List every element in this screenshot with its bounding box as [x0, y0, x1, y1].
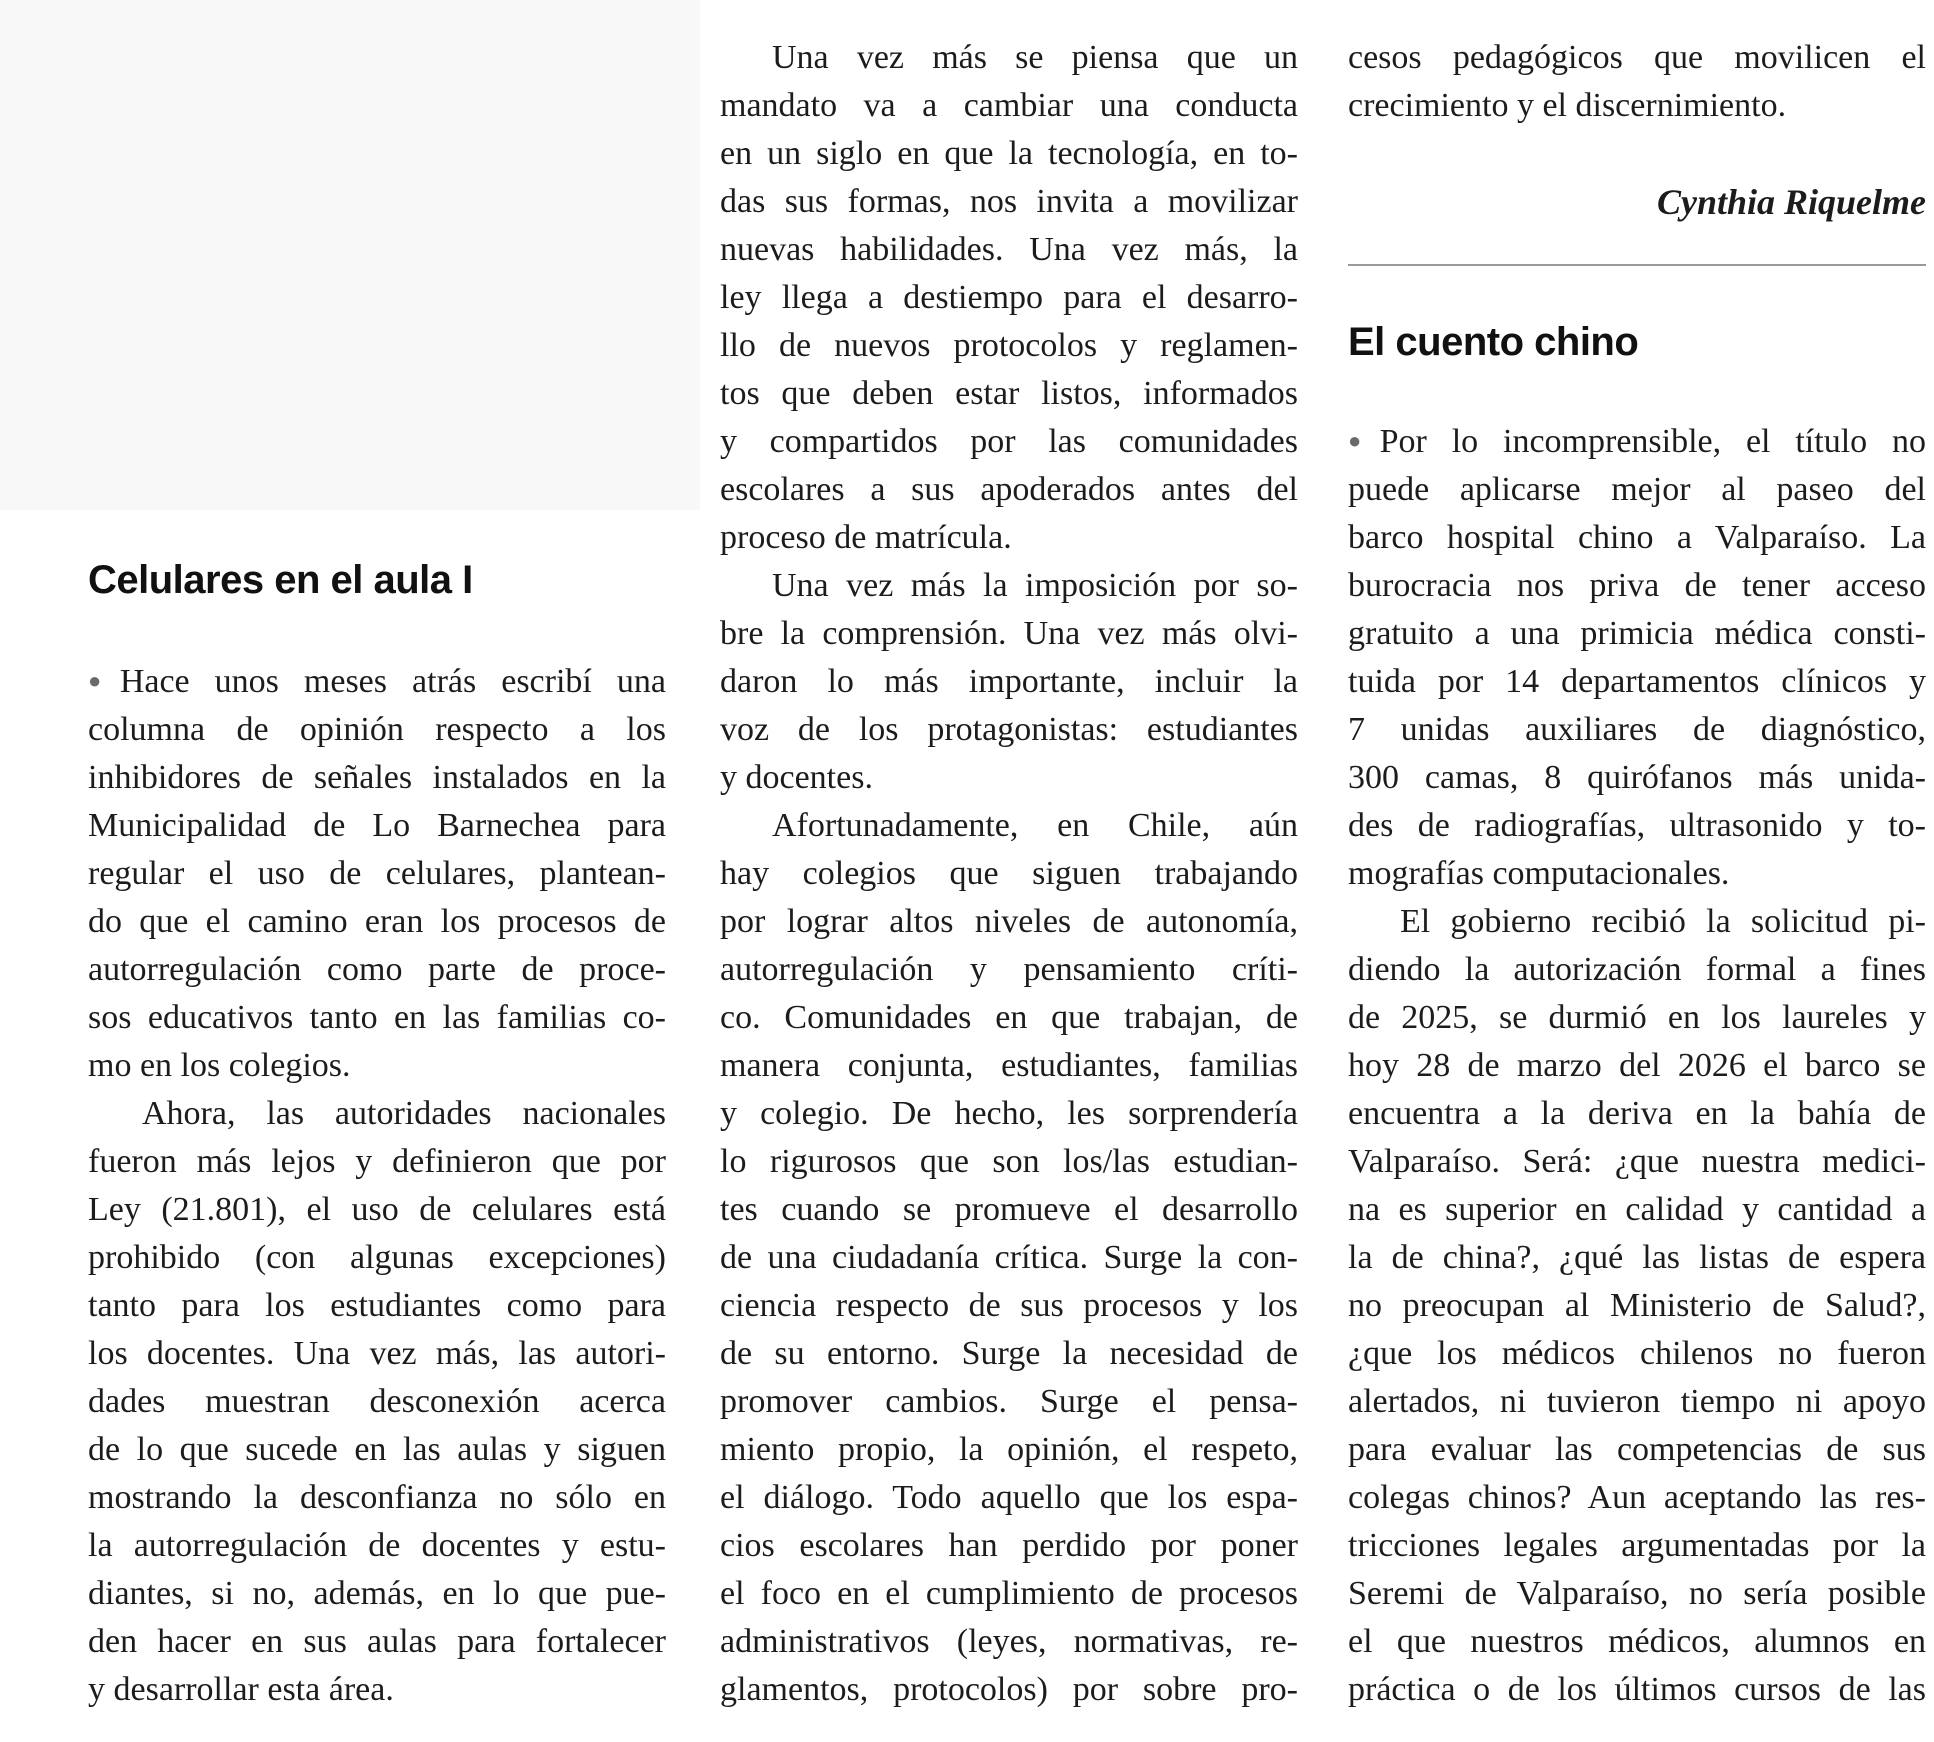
text-line: y compartidos por las comunidades: [720, 423, 1298, 460]
text-line: nuevas habilidades. Una vez más, la: [720, 231, 1298, 268]
text-line: 7 unidas auxiliares de diagnóstico,: [1348, 711, 1926, 748]
text-line: das sus formas, nos invita a movilizar: [720, 183, 1298, 220]
text-line: y colegio. De hecho, les sorprendería: [720, 1095, 1298, 1132]
text-line: tes cuando se promueve el desarrollo: [720, 1191, 1298, 1228]
text-line: den hacer en sus aulas para fortalecer: [88, 1623, 666, 1660]
text-line: co. Comunidades en que trabajan, de: [720, 999, 1298, 1036]
text-line: lo rigurosos que son los/las estudian-: [720, 1143, 1298, 1180]
letter-title: El cuento chino: [1348, 320, 1639, 364]
text-line: mostrando la desconfianza no sólo en: [88, 1479, 666, 1516]
text-line: regular el uso de celulares, plantean-: [88, 855, 666, 892]
text-line: el que nuestros médicos, alumnos en: [1348, 1623, 1926, 1660]
text-line: cesos pedagógicos que movilicen el: [1348, 39, 1926, 76]
text-line: los docentes. Una vez más, las autori-: [88, 1335, 666, 1372]
text-line: na es superior en calidad y cantidad a: [1348, 1191, 1926, 1228]
text-line: cios escolares han perdido por poner: [720, 1527, 1298, 1564]
text-line: hoy 28 de marzo del 2026 el barco se: [1348, 1047, 1926, 1084]
text-line: ● Hace unos meses atrás escribí una: [88, 658, 666, 706]
text-line: diendo la autorización formal a fines: [1348, 951, 1926, 988]
text-line: mandato va a cambiar una conducta: [720, 87, 1298, 124]
text-line: tanto para los estudiantes como para: [88, 1287, 666, 1324]
text-line: des de radiografías, ultrasonido y to-: [1348, 807, 1926, 844]
text-line: puede aplicarse mejor al paseo del: [1348, 471, 1926, 508]
text-line: escolares a sus apoderados antes del: [720, 471, 1298, 508]
text-line: la de china?, ¿qué las listas de espera: [1348, 1239, 1926, 1276]
text-line: hay colegios que siguen trabajando: [720, 855, 1298, 892]
text-line: columna de opinión respecto a los: [88, 711, 666, 748]
text-line: Valparaíso. Será: ¿que nuestra medici-: [1348, 1143, 1926, 1180]
text-line: el diálogo. Todo aquello que los espa-: [720, 1479, 1298, 1516]
text-line: tricciones legales argumentadas por la: [1348, 1527, 1926, 1564]
text-line: proceso de matrícula.: [720, 519, 1012, 556]
text-line: mo en los colegios.: [88, 1047, 351, 1084]
text-line: Ley (21.801), el uso de celulares está: [88, 1191, 666, 1228]
text-line: ciencia respecto de sus procesos y los: [720, 1287, 1298, 1324]
text-line: de una ciudadanía crítica. Surge la con-: [720, 1239, 1298, 1276]
text-line: la autorregulación de docentes y estu-: [88, 1527, 666, 1564]
text-line: en un siglo en que la tecnología, en to-: [720, 135, 1298, 172]
blank-photo-area: [0, 0, 700, 510]
text-line: autorregulación y pensamiento críti-: [720, 951, 1298, 988]
text-line: por lograr altos niveles de autonomía,: [720, 903, 1298, 940]
text-line: mografías computacionales.: [1348, 855, 1730, 892]
text-line: de 2025, se durmió en los laureles y: [1348, 999, 1926, 1036]
text-line: voz de los protagonistas: estudiantes: [720, 711, 1298, 748]
text-line: inhibidores de señales instalados en la: [88, 759, 666, 796]
text-line: barco hospital chino a Valparaíso. La: [1348, 519, 1926, 556]
signature: Cynthia Riquelme: [1656, 182, 1926, 222]
text-line: de lo que sucede en las aulas y siguen: [88, 1431, 666, 1468]
text-line: llo de nuevos protocolos y reglamen-: [720, 327, 1298, 364]
text-line: y desarrollar esta área.: [88, 1671, 394, 1708]
text-line: tuida por 14 departamentos clínicos y: [1348, 663, 1926, 700]
text-line: gratuito a una primicia médica consti-: [1348, 615, 1926, 652]
text-line: El gobierno recibió la solicitud pi-: [1400, 903, 1926, 940]
letter-title: Celulares en el aula I: [88, 558, 473, 602]
text-line: prohibido (con algunas excepciones): [88, 1239, 666, 1276]
text-line: de su entorno. Surge la necesidad de: [720, 1335, 1298, 1372]
text-line: para evaluar las competencias de sus: [1348, 1431, 1926, 1468]
text-line: diantes, si no, además, en lo que pue-: [88, 1575, 666, 1612]
text-line: Una vez más se piensa que un: [772, 39, 1298, 76]
text-line: el foco en el cumplimiento de procesos: [720, 1575, 1298, 1612]
text-line: Una vez más la imposición por so-: [772, 567, 1298, 604]
text-line: ley llega a destiempo para el desarro-: [720, 279, 1298, 316]
text-line: burocracia nos priva de tener acceso: [1348, 567, 1926, 604]
text-line: Seremi de Valparaíso, no sería posible: [1348, 1575, 1926, 1612]
text-line: manera conjunta, estudiantes, familias: [720, 1047, 1298, 1084]
text-line: Afortunadamente, en Chile, aún: [772, 807, 1298, 844]
text-line: promover cambios. Surge el pensa-: [720, 1383, 1298, 1420]
text-line: autorregulación como parte de proce-: [88, 951, 666, 988]
section-divider: [1348, 264, 1926, 266]
text-line: fueron más lejos y definieron que por: [88, 1143, 666, 1180]
text-line: Ahora, las autoridades nacionales: [142, 1095, 666, 1132]
text-line: encuentra a la deriva en la bahía de: [1348, 1095, 1926, 1132]
text-line: colegas chinos? Aun aceptando las res-: [1348, 1479, 1926, 1516]
text-line: do que el camino eran los procesos de: [88, 903, 666, 940]
text-line: glamentos, protocolos) por sobre pro-: [720, 1671, 1298, 1708]
text-line: ¿que los médicos chilenos no fueron: [1348, 1335, 1926, 1372]
text-line: dades muestran desconexión acerca: [88, 1383, 666, 1420]
text-line: y docentes.: [720, 759, 873, 796]
text-line: práctica o de los últimos cursos de las: [1348, 1671, 1926, 1708]
text-line: ● Por lo incomprensible, el título no: [1348, 418, 1926, 466]
text-line: bre la comprensión. Una vez más olvi-: [720, 615, 1298, 652]
text-line: tos que deben estar listos, informados: [720, 375, 1298, 412]
text-line: Municipalidad de Lo Barnechea para: [88, 807, 666, 844]
text-line: miento propio, la opinión, el respeto,: [720, 1431, 1298, 1468]
text-line: 300 camas, 8 quirófanos más unida-: [1348, 759, 1926, 796]
text-line: sos educativos tanto en las familias co-: [88, 999, 666, 1036]
text-line: administrativos (leyes, normativas, re-: [720, 1623, 1298, 1660]
text-line: alertados, ni tuvieron tiempo ni apoyo: [1348, 1383, 1926, 1420]
text-line: no preocupan al Ministerio de Salud?,: [1348, 1287, 1926, 1324]
text-line: daron lo más importante, incluir la: [720, 663, 1298, 700]
text-line: crecimiento y el discernimiento.: [1348, 87, 1787, 124]
